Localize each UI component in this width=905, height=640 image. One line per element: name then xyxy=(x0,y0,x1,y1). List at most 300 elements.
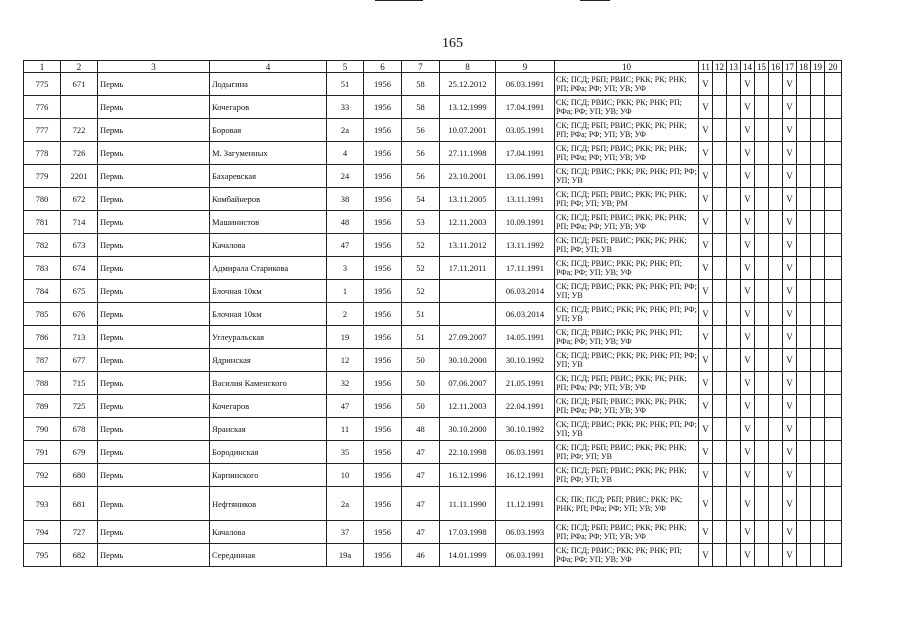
cell-mark-18 xyxy=(797,257,811,280)
cell-mark-18 xyxy=(797,395,811,418)
cell-city: Пермь xyxy=(98,280,210,303)
cell-mark-11: V xyxy=(699,211,713,234)
cell-mark-20 xyxy=(825,326,842,349)
cell-mark-13 xyxy=(727,257,741,280)
cell-field-7: 47 xyxy=(402,521,440,544)
cell-mark-19 xyxy=(811,234,825,257)
cell-field-7: 47 xyxy=(402,464,440,487)
cell-code: 727 xyxy=(61,521,98,544)
cell-mark-12 xyxy=(713,96,727,119)
cell-city: Пермь xyxy=(98,142,210,165)
cell-street: Лодыгина xyxy=(210,73,327,96)
cell-mark-17: V xyxy=(783,464,797,487)
cell-mark-17: V xyxy=(783,119,797,142)
cell-mark-13 xyxy=(727,96,741,119)
cell-row-number: 785 xyxy=(24,303,61,326)
cell-objects-list: СК; ПСД; РБП; РВИС; РКК; РК; РНК; РП; РФа; РФ; УП; УВ; УФ xyxy=(555,372,699,395)
cell-house-number: 51 xyxy=(327,73,364,96)
cell-year: 1956 xyxy=(364,544,402,567)
cell-city: Пермь xyxy=(98,372,210,395)
cell-street: Качалова xyxy=(210,521,327,544)
cell-mark-13 xyxy=(727,349,741,372)
cell-mark-12 xyxy=(713,142,727,165)
cell-mark-16 xyxy=(769,464,783,487)
cell-field-7: 56 xyxy=(402,119,440,142)
cell-city: Пермь xyxy=(98,349,210,372)
cell-mark-16 xyxy=(769,521,783,544)
cell-field-7: 52 xyxy=(402,234,440,257)
cell-house-number: 38 xyxy=(327,188,364,211)
cell-mark-13 xyxy=(727,395,741,418)
cell-mark-17: V xyxy=(783,142,797,165)
cell-mark-19 xyxy=(811,349,825,372)
cell-mark-18 xyxy=(797,464,811,487)
cell-year: 1956 xyxy=(364,142,402,165)
cell-date-2: 17.11.1991 xyxy=(496,257,555,280)
cell-mark-15 xyxy=(755,280,769,303)
cell-row-number: 795 xyxy=(24,544,61,567)
cell-date-1: 27.11.1998 xyxy=(440,142,496,165)
cell-city: Пермь xyxy=(98,188,210,211)
cell-mark-20 xyxy=(825,521,842,544)
column-header-13: 13 xyxy=(727,61,741,73)
table-row xyxy=(24,142,842,165)
cell-code: 722 xyxy=(61,119,98,142)
cell-mark-17: V xyxy=(783,257,797,280)
cell-objects-list: СК; ПСД; РБП; РВИС; РКК; РК; РНК; РП; РФа; РФ; УП; УВ; УФ xyxy=(555,211,699,234)
register-table xyxy=(23,60,842,567)
cell-mark-14: V xyxy=(741,372,755,395)
cell-mark-13 xyxy=(727,234,741,257)
cell-mark-17: V xyxy=(783,165,797,188)
cell-objects-list: СК; ПСД; РБП; РВИС; РКК; РК; РНК; РП; РФ; УП; УВ xyxy=(555,234,699,257)
cell-row-number: 793 xyxy=(24,487,61,521)
cell-city: Пермь xyxy=(98,418,210,441)
cell-house-number: 33 xyxy=(327,96,364,119)
cell-date-1: 13.12.1999 xyxy=(440,96,496,119)
column-header-2: 2 xyxy=(61,61,98,73)
cell-date-1: 30.10.2000 xyxy=(440,349,496,372)
cell-mark-19 xyxy=(811,119,825,142)
cell-city: Пермь xyxy=(98,165,210,188)
cell-mark-18 xyxy=(797,521,811,544)
cell-objects-list: СК; ПСД; РВИС; РКК; РК; РНК; РП; РФа; РФ; УП; УВ; УФ xyxy=(555,96,699,119)
cell-mark-16 xyxy=(769,326,783,349)
cell-field-7: 46 xyxy=(402,544,440,567)
cell-row-number: 779 xyxy=(24,165,61,188)
cell-mark-16 xyxy=(769,142,783,165)
cell-date-2: 10.09.1991 xyxy=(496,211,555,234)
cell-mark-15 xyxy=(755,188,769,211)
cell-date-2: 06.03.1991 xyxy=(496,73,555,96)
column-header-19: 19 xyxy=(811,61,825,73)
cell-mark-15 xyxy=(755,165,769,188)
cell-mark-15 xyxy=(755,257,769,280)
cell-mark-19 xyxy=(811,303,825,326)
cell-code: 681 xyxy=(61,487,98,521)
cell-mark-12 xyxy=(713,280,727,303)
cell-mark-18 xyxy=(797,326,811,349)
cell-mark-15 xyxy=(755,487,769,521)
cell-mark-13 xyxy=(727,418,741,441)
column-header-8: 8 xyxy=(440,61,496,73)
column-header-15: 15 xyxy=(755,61,769,73)
cell-mark-14: V xyxy=(741,188,755,211)
cell-mark-18 xyxy=(797,544,811,567)
cell-mark-13 xyxy=(727,326,741,349)
cell-mark-17: V xyxy=(783,418,797,441)
cell-mark-17: V xyxy=(783,234,797,257)
cell-mark-11: V xyxy=(699,165,713,188)
cell-mark-17: V xyxy=(783,487,797,521)
cell-mark-17: V xyxy=(783,326,797,349)
cell-mark-19 xyxy=(811,395,825,418)
table-row xyxy=(24,395,842,418)
cell-mark-17: V xyxy=(783,544,797,567)
cell-mark-20 xyxy=(825,211,842,234)
cell-city: Пермь xyxy=(98,303,210,326)
cell-code: 726 xyxy=(61,142,98,165)
cell-mark-19 xyxy=(811,188,825,211)
cell-field-7: 51 xyxy=(402,303,440,326)
cell-street: Блочная 10км xyxy=(210,303,327,326)
cell-year: 1956 xyxy=(364,372,402,395)
cell-mark-20 xyxy=(825,487,842,521)
cell-code: 671 xyxy=(61,73,98,96)
cell-mark-11: V xyxy=(699,464,713,487)
cell-mark-11: V xyxy=(699,119,713,142)
cell-house-number: 19 xyxy=(327,326,364,349)
cell-date-2: 13.06.1991 xyxy=(496,165,555,188)
cell-mark-11: V xyxy=(699,395,713,418)
cell-objects-list: СК; ПСД; РБП; РВИС; РКК; РК; РНК; РП; РФ; УП; УВ; РМ xyxy=(555,188,699,211)
cell-mark-20 xyxy=(825,372,842,395)
cell-mark-18 xyxy=(797,487,811,521)
cell-city: Пермь xyxy=(98,464,210,487)
cell-house-number: 24 xyxy=(327,165,364,188)
cell-date-2: 06.03.2014 xyxy=(496,280,555,303)
cell-city: Пермь xyxy=(98,326,210,349)
cell-mark-15 xyxy=(755,544,769,567)
cell-code: 679 xyxy=(61,441,98,464)
cell-mark-12 xyxy=(713,372,727,395)
cell-mark-15 xyxy=(755,211,769,234)
table-row xyxy=(24,234,842,257)
cell-street: Яранская xyxy=(210,418,327,441)
column-header-6: 6 xyxy=(364,61,402,73)
cell-mark-19 xyxy=(811,280,825,303)
cell-year: 1956 xyxy=(364,326,402,349)
cell-mark-17: V xyxy=(783,280,797,303)
cell-mark-16 xyxy=(769,372,783,395)
cell-street: Бородинская xyxy=(210,441,327,464)
cell-mark-17: V xyxy=(783,372,797,395)
cell-mark-14: V xyxy=(741,441,755,464)
cell-year: 1956 xyxy=(364,165,402,188)
cell-year: 1956 xyxy=(364,487,402,521)
cell-mark-20 xyxy=(825,119,842,142)
cell-mark-17: V xyxy=(783,96,797,119)
cell-code: 674 xyxy=(61,257,98,280)
cell-date-2: 30.10.1992 xyxy=(496,418,555,441)
table-row xyxy=(24,441,842,464)
cell-house-number: 19а xyxy=(327,544,364,567)
cell-mark-13 xyxy=(727,142,741,165)
cell-city: Пермь xyxy=(98,441,210,464)
cell-code: 675 xyxy=(61,280,98,303)
cell-mark-18 xyxy=(797,188,811,211)
cell-house-number: 3 xyxy=(327,257,364,280)
cell-city: Пермь xyxy=(98,73,210,96)
cell-mark-20 xyxy=(825,418,842,441)
cell-mark-16 xyxy=(769,165,783,188)
cell-field-7: 54 xyxy=(402,188,440,211)
cell-mark-15 xyxy=(755,521,769,544)
cell-street: Карпинского xyxy=(210,464,327,487)
cell-mark-17: V xyxy=(783,73,797,96)
cell-mark-13 xyxy=(727,119,741,142)
cell-mark-15 xyxy=(755,395,769,418)
column-header-7: 7 xyxy=(402,61,440,73)
cell-mark-14: V xyxy=(741,303,755,326)
cell-mark-13 xyxy=(727,544,741,567)
cell-code: 678 xyxy=(61,418,98,441)
cell-mark-19 xyxy=(811,418,825,441)
cell-row-number: 784 xyxy=(24,280,61,303)
cell-mark-14: V xyxy=(741,349,755,372)
cell-date-2: 14.05.1991 xyxy=(496,326,555,349)
column-header-18: 18 xyxy=(797,61,811,73)
cell-city: Пермь xyxy=(98,544,210,567)
cell-mark-15 xyxy=(755,441,769,464)
cell-mark-20 xyxy=(825,96,842,119)
cell-mark-15 xyxy=(755,73,769,96)
cell-date-1: 25.12.2012 xyxy=(440,73,496,96)
table-row xyxy=(24,521,842,544)
cell-mark-17: V xyxy=(783,188,797,211)
cell-city: Пермь xyxy=(98,234,210,257)
table-row xyxy=(24,418,842,441)
cell-mark-17: V xyxy=(783,211,797,234)
cell-code: 673 xyxy=(61,234,98,257)
cell-field-7: 56 xyxy=(402,142,440,165)
cell-mark-12 xyxy=(713,418,727,441)
cell-street: М. Загуменных xyxy=(210,142,327,165)
cell-mark-14: V xyxy=(741,73,755,96)
table-row xyxy=(24,349,842,372)
cell-year: 1956 xyxy=(364,119,402,142)
cell-mark-20 xyxy=(825,142,842,165)
cell-field-7: 50 xyxy=(402,349,440,372)
cell-mark-20 xyxy=(825,395,842,418)
cell-mark-20 xyxy=(825,257,842,280)
cell-mark-13 xyxy=(727,372,741,395)
cell-mark-16 xyxy=(769,73,783,96)
cell-mark-13 xyxy=(727,303,741,326)
cell-mark-18 xyxy=(797,96,811,119)
cell-year: 1956 xyxy=(364,303,402,326)
cell-mark-15 xyxy=(755,349,769,372)
cell-year: 1956 xyxy=(364,73,402,96)
cell-mark-16 xyxy=(769,441,783,464)
cell-date-2: 30.10.1992 xyxy=(496,349,555,372)
cell-objects-list: СК; ПСД; РБП; РВИС; РКК; РК; РНК; РП; РФ; УП; УВ xyxy=(555,441,699,464)
cell-code: 680 xyxy=(61,464,98,487)
cell-mark-19 xyxy=(811,464,825,487)
column-header-5: 5 xyxy=(327,61,364,73)
cell-objects-list: СК; ПСД; РВИС; РКК; РК; РНК; РП; РФ; УП; УВ xyxy=(555,303,699,326)
cell-year: 1956 xyxy=(364,234,402,257)
cell-mark-12 xyxy=(713,326,727,349)
cell-mark-16 xyxy=(769,257,783,280)
cell-mark-11: V xyxy=(699,349,713,372)
cell-objects-list: СК; ПСД; РВИС; РКК; РК; РНК; РП; РФа; РФ; УП; УВ; УФ xyxy=(555,326,699,349)
column-header-1: 1 xyxy=(24,61,61,73)
cell-code: 725 xyxy=(61,395,98,418)
cell-mark-16 xyxy=(769,487,783,521)
cell-date-2: 22.04.1991 xyxy=(496,395,555,418)
cell-date-1: 12.11.2003 xyxy=(440,395,496,418)
cell-mark-16 xyxy=(769,119,783,142)
cell-mark-14: V xyxy=(741,96,755,119)
cell-date-2: 11.12.1991 xyxy=(496,487,555,521)
cell-mark-14: V xyxy=(741,280,755,303)
cell-objects-list: СК; ПСД; РВИС; РКК; РК; РНК; РП; РФ; УП; УВ xyxy=(555,418,699,441)
cell-row-number: 781 xyxy=(24,211,61,234)
cell-date-1: 11.11.1990 xyxy=(440,487,496,521)
cell-house-number: 2а xyxy=(327,119,364,142)
cell-date-2: 06.03.2014 xyxy=(496,303,555,326)
cell-row-number: 794 xyxy=(24,521,61,544)
cell-code: 713 xyxy=(61,326,98,349)
cell-street: Серединная xyxy=(210,544,327,567)
cell-date-2: 06.03.1993 xyxy=(496,521,555,544)
cell-mark-12 xyxy=(713,73,727,96)
cell-mark-17: V xyxy=(783,303,797,326)
table-row xyxy=(24,326,842,349)
cell-mark-14: V xyxy=(741,119,755,142)
cell-date-1: 14.01.1999 xyxy=(440,544,496,567)
cell-mark-18 xyxy=(797,418,811,441)
column-header-4: 4 xyxy=(210,61,327,73)
cell-date-1: 12.11.2003 xyxy=(440,211,496,234)
cell-mark-12 xyxy=(713,349,727,372)
cell-row-number: 791 xyxy=(24,441,61,464)
cell-mark-19 xyxy=(811,211,825,234)
cell-code: 676 xyxy=(61,303,98,326)
cell-date-1: 17.11.2011 xyxy=(440,257,496,280)
cell-city: Пермь xyxy=(98,257,210,280)
cell-row-number: 777 xyxy=(24,119,61,142)
cell-row-number: 783 xyxy=(24,257,61,280)
cell-mark-13 xyxy=(727,464,741,487)
cell-mark-19 xyxy=(811,73,825,96)
cell-mark-12 xyxy=(713,211,727,234)
cell-mark-16 xyxy=(769,188,783,211)
cell-mark-13 xyxy=(727,441,741,464)
cell-house-number: 35 xyxy=(327,441,364,464)
cell-mark-13 xyxy=(727,165,741,188)
cell-mark-17: V xyxy=(783,521,797,544)
cell-street: Блочная 10км xyxy=(210,280,327,303)
column-header-17: 17 xyxy=(783,61,797,73)
cell-row-number: 790 xyxy=(24,418,61,441)
cell-city: Пермь xyxy=(98,521,210,544)
cell-mark-11: V xyxy=(699,280,713,303)
cell-objects-list: СК; ПСД; РВИС; РКК; РК; РНК; РП; РФ; УП; УВ xyxy=(555,280,699,303)
cell-field-7: 50 xyxy=(402,395,440,418)
cell-mark-16 xyxy=(769,349,783,372)
cell-field-7: 56 xyxy=(402,165,440,188)
cell-date-1: 10.07.2001 xyxy=(440,119,496,142)
cell-street: Машинистов xyxy=(210,211,327,234)
cell-street: Бахаревская xyxy=(210,165,327,188)
cell-year: 1956 xyxy=(364,96,402,119)
cell-field-7: 52 xyxy=(402,257,440,280)
cell-row-number: 780 xyxy=(24,188,61,211)
cell-mark-11: V xyxy=(699,441,713,464)
cell-date-1: 07.06.2007 xyxy=(440,372,496,395)
table-row xyxy=(24,257,842,280)
cell-house-number: 2 xyxy=(327,303,364,326)
cell-mark-17: V xyxy=(783,349,797,372)
cell-mark-11: V xyxy=(699,487,713,521)
cell-mark-14: V xyxy=(741,165,755,188)
cell-mark-19 xyxy=(811,521,825,544)
cell-mark-18 xyxy=(797,165,811,188)
cell-mark-14: V xyxy=(741,395,755,418)
cell-street: Василия Каменского xyxy=(210,372,327,395)
cell-mark-20 xyxy=(825,303,842,326)
cell-date-1: 13.11.2012 xyxy=(440,234,496,257)
cell-house-number: 37 xyxy=(327,521,364,544)
table-row xyxy=(24,165,842,188)
cell-row-number: 775 xyxy=(24,73,61,96)
cell-code: 682 xyxy=(61,544,98,567)
cell-mark-15 xyxy=(755,464,769,487)
cell-mark-18 xyxy=(797,441,811,464)
cell-mark-14: V xyxy=(741,521,755,544)
cell-mark-19 xyxy=(811,326,825,349)
cell-objects-list: СК; ПСД; РВИС; РКК; РК; РНК; РП; РФа; РФ; УП; УВ; УФ xyxy=(555,257,699,280)
cell-mark-19 xyxy=(811,142,825,165)
cell-mark-20 xyxy=(825,464,842,487)
cell-mark-20 xyxy=(825,165,842,188)
cell-mark-11: V xyxy=(699,418,713,441)
cell-mark-12 xyxy=(713,441,727,464)
cell-row-number: 776 xyxy=(24,96,61,119)
cell-mark-11: V xyxy=(699,521,713,544)
cell-objects-list: СК; ПСД; РБП; РВИС; РКК; РК; РНК; РП; РФа; РФ; УП; УВ; УФ xyxy=(555,142,699,165)
cell-mark-15 xyxy=(755,326,769,349)
cell-mark-19 xyxy=(811,96,825,119)
cell-house-number: 12 xyxy=(327,349,364,372)
cell-mark-18 xyxy=(797,73,811,96)
column-header-12: 12 xyxy=(713,61,727,73)
cell-objects-list: СК; ПСД; РБП; РВИС; РКК; РК; РНК; РП; РФа; РФ; УП; УВ; УФ xyxy=(555,521,699,544)
column-header-3: 3 xyxy=(98,61,210,73)
cell-mark-11: V xyxy=(699,257,713,280)
cell-year: 1956 xyxy=(364,441,402,464)
cell-mark-13 xyxy=(727,280,741,303)
table-row xyxy=(24,73,842,96)
cell-date-1: 22.10.1998 xyxy=(440,441,496,464)
cell-mark-16 xyxy=(769,395,783,418)
cell-mark-16 xyxy=(769,418,783,441)
cell-row-number: 787 xyxy=(24,349,61,372)
cell-mark-15 xyxy=(755,96,769,119)
column-number-row xyxy=(24,61,842,73)
